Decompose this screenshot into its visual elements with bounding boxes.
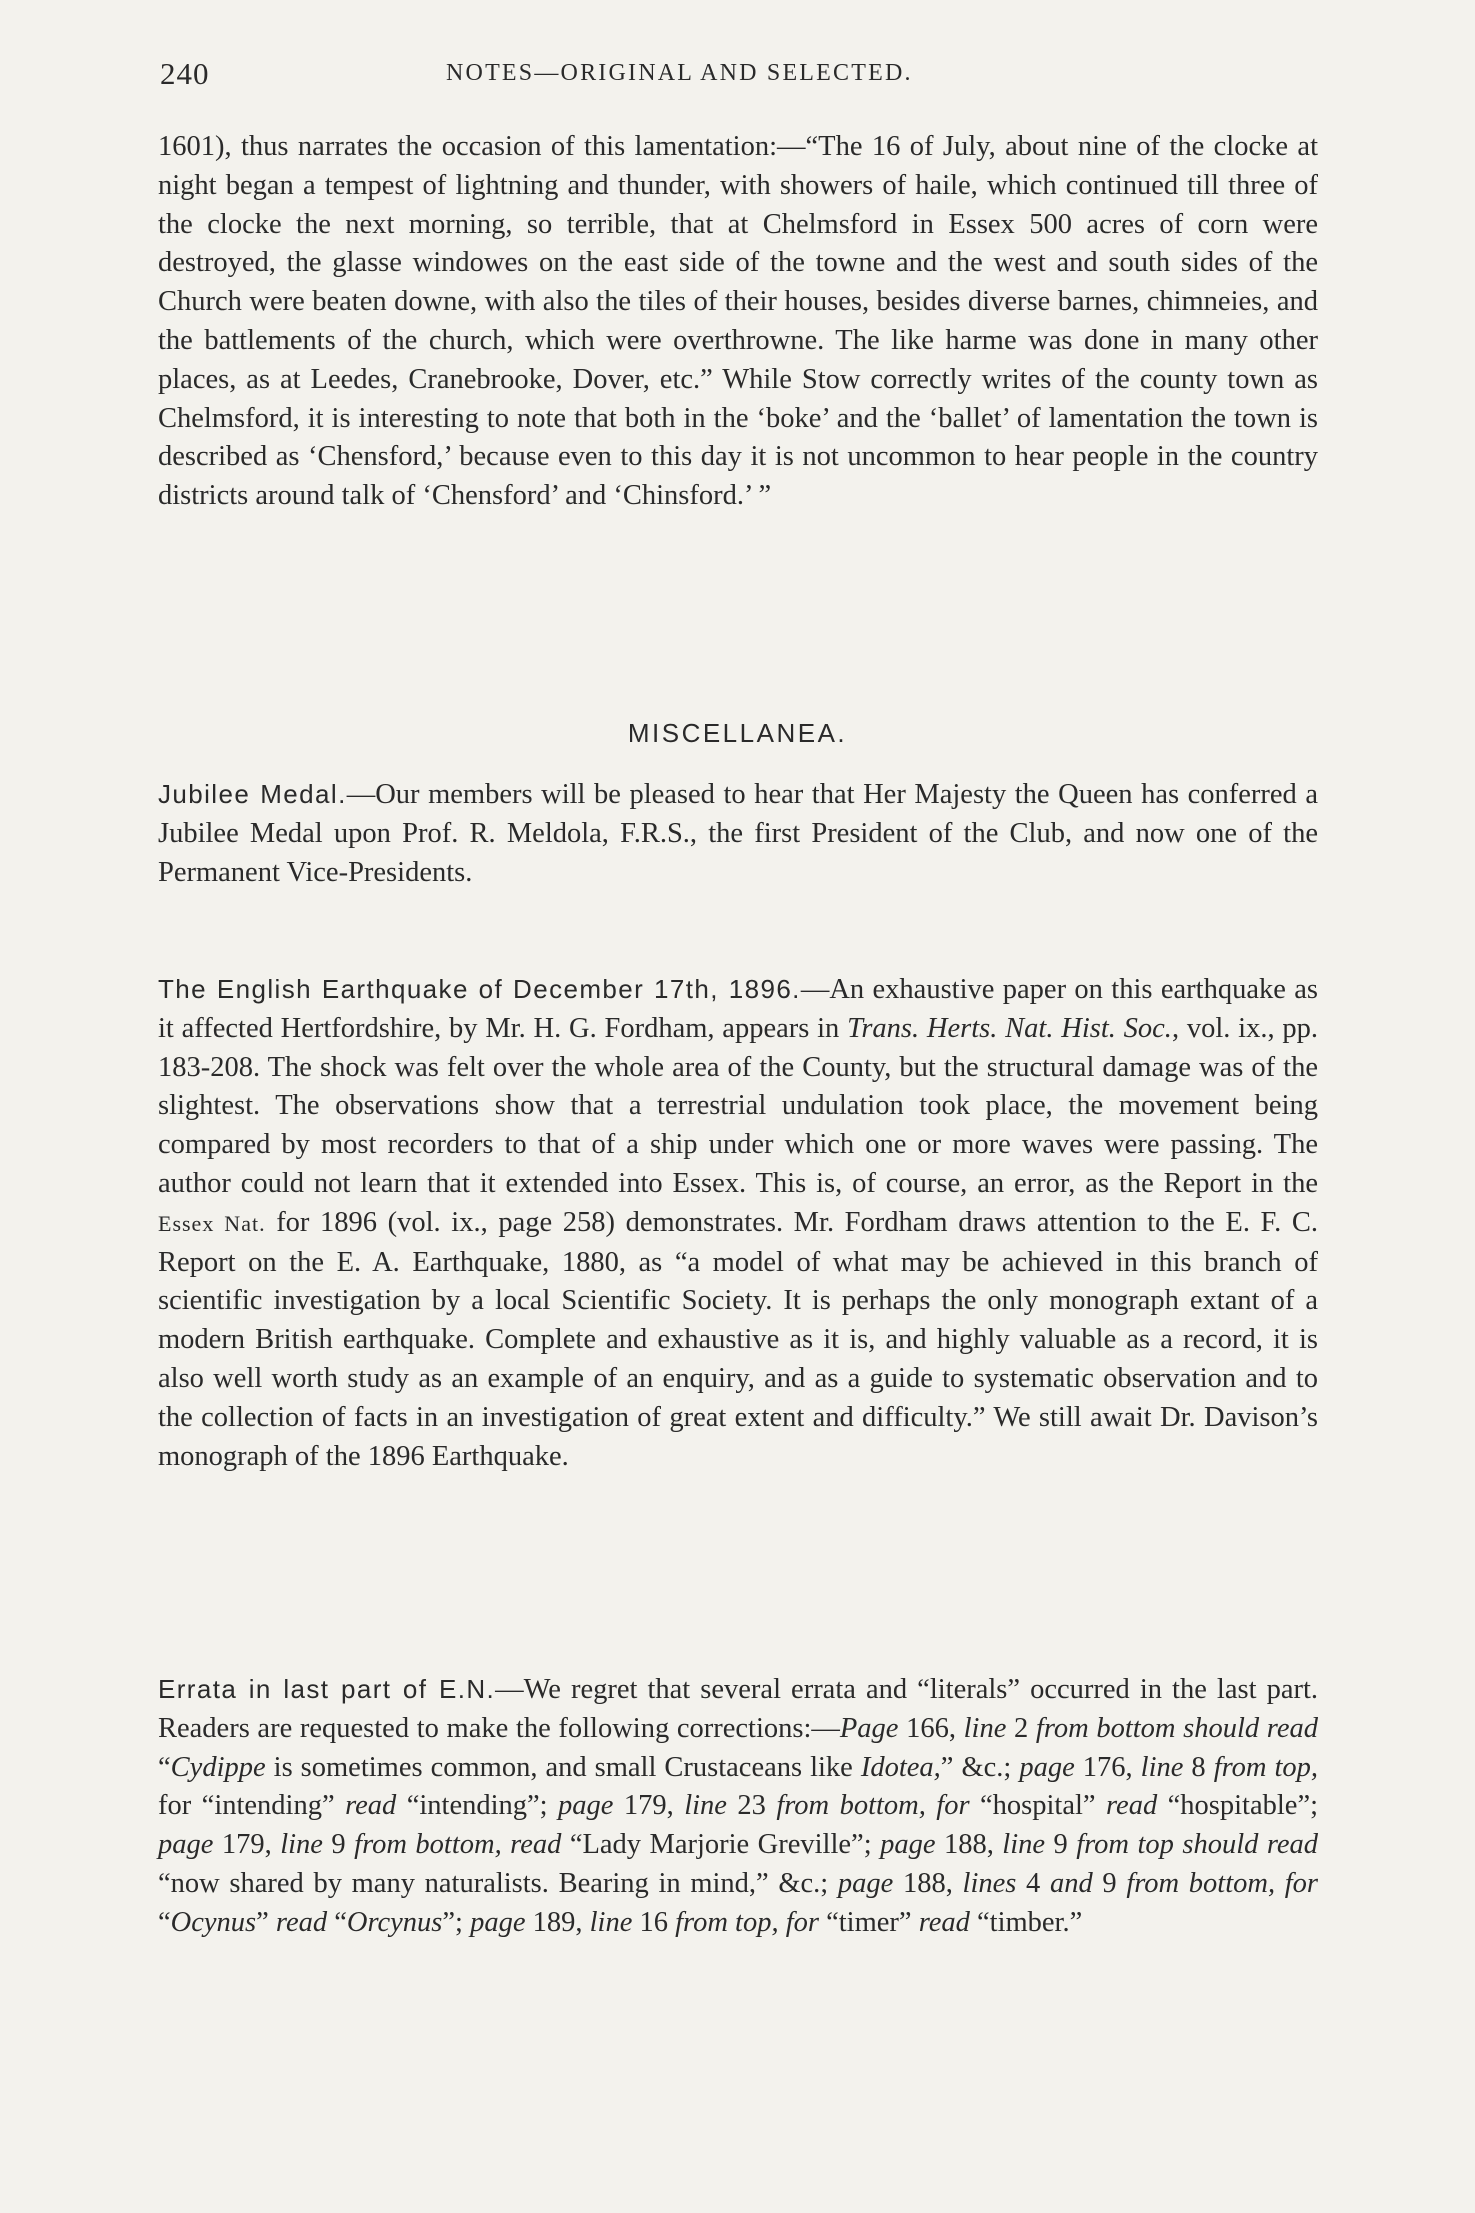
errata-text: lines: [962, 1867, 1017, 1899]
errata-text: line: [684, 1790, 727, 1822]
page-number: 240: [160, 56, 210, 91]
errata-text: for “intending”: [158, 1790, 346, 1822]
errata-text: Cydippe: [170, 1751, 266, 1783]
errata-text: from bottom should read: [1035, 1712, 1318, 1744]
errata-text: is sometimes common, and small Crustaceans like: [265, 1751, 861, 1783]
errata-text: page: [470, 1906, 526, 1938]
earthquake-paragraph: [158, 970, 1318, 1476]
errata-text: line: [280, 1829, 323, 1861]
earthquake-text: —An exhaustive paper on this earthquake as it affected Hertfordshire, by Mr. H. G. Fordham, appears in: [158, 974, 1318, 1044]
intro-paragraph: [158, 128, 1318, 516]
errata-text: 4: [1016, 1867, 1050, 1899]
errata-text: ”: [256, 1906, 276, 1938]
errata-text: 23: [726, 1790, 777, 1822]
errata-text: from top,: [1213, 1751, 1319, 1783]
errata-text: “now shared by many naturalists. Bearing in mind,” &c.;: [158, 1867, 838, 1899]
errata-text: Page: [839, 1712, 899, 1744]
earthquake-title: The English Earthquake of December 17th, 1896.: [158, 974, 801, 1004]
errata-text: ” &c.;: [940, 1751, 1020, 1783]
errata-text: 189,: [525, 1906, 590, 1938]
errata-text: page: [558, 1790, 614, 1822]
intro-text: 1601), thus narrates the occasion of this lamentation:—“The 16 of July, about nine of the clocke at night began a tempest of lightning and thunder, with showers of haile, which continued till three of the clocke the next morning, so terrible, that at Chelmsford in Essex 500 acres of corn were destroyed, the glasse windowes on the east side of the towne and the west and south sides of the Church were beaten downe, with also the tiles of their houses, besides diverse barnes, chimneies, and the battlements of the church, which were overthrowne. The like harme was done in many other places, as at Leedes, Cranebrooke, Dover, etc.” While Stow correctly writes of the county town as Chelmsford, it is interesting to note that both in the ‘boke’ and the ‘ballet’ of lamentation the town is described as ‘Chensford,’ because even to this day it is not uncommon to hear people in the country districts around talk of ‘Chensford’ and ‘Chinsford.’ ”: [158, 131, 1318, 512]
errata-text: 9: [322, 1829, 355, 1861]
jubilee-medal-title: Jubilee Medal.: [158, 779, 347, 809]
errata-text: read: [918, 1906, 970, 1938]
earthquake-text: , vol. ix., pp. 183-208. The shock was felt over the whole area of the County, but the structural damage was of the slightest. The observations show that a terrestrial undulation took place, the movement being compared by most recorders to that of a ship under which one or more waves were passing. The author could not learn that it extended into Essex. This is, of course, an error, as the Report in the: [158, 1012, 1318, 1199]
errata-text: “: [327, 1906, 347, 1938]
errata-text: 166,: [898, 1712, 964, 1744]
errata-text: “timber.”: [969, 1906, 1083, 1938]
errata-text: 179,: [213, 1829, 281, 1861]
errata-text: from bottom, for: [1126, 1867, 1319, 1899]
errata-text: Ocynus: [170, 1906, 257, 1938]
running-title: NOTES—ORIGINAL AND SELECTED.: [446, 60, 913, 86]
errata-text: “hospitable”;: [1157, 1790, 1319, 1822]
errata-text: 16: [632, 1906, 676, 1938]
errata-text: —We regret that several errata and “literals” occurred in the last part. Readers are requested to make the following corrections:—: [158, 1674, 1319, 1744]
errata-text: 8: [1183, 1751, 1214, 1783]
errata-title: Errata in last part of E.N.: [158, 1674, 496, 1704]
errata-text: 188,: [935, 1829, 1003, 1861]
earthquake-text: for 1896 (vol. ix., page 258) demonstrates. Mr. Fordham draws attention to the E. F. C. Report on the E. A. Earthquake, 1880, as “a model of what may be achieved in this branch of scientific investigation by a local Scientific Society. It is perhaps the only monograph extant of a modern British earthquake. Complete and exhaustive as it is, and highly valuable as a record, it is also well worth study as an example of an enquiry, and as a guide to systematic observation and to the collection of facts in an investigation of great extent and difficulty.” We still await Dr. Davison’s monograph of the 1896 Earthquake.: [158, 1206, 1318, 1472]
errata-text: line: [1140, 1751, 1184, 1783]
errata-text: read: [1106, 1790, 1158, 1822]
essex-nat-reference: Essex Nat.: [158, 1210, 266, 1236]
errata-text: 188,: [893, 1867, 963, 1899]
errata-text: from top should read: [1076, 1829, 1319, 1861]
errata-text: line: [1002, 1829, 1046, 1861]
jubilee-medal-text: —Our members will be pleased to hear that Her Majesty the Queen has conferred a Jubilee Medal upon Prof. R. Meldola, F.R.S., the first President of the Club, and now one of the Permanent Vice-Presidents.: [158, 779, 1318, 888]
errata-text: page: [880, 1829, 936, 1861]
running-head: [160, 56, 1320, 100]
errata-text: “timer”: [818, 1906, 919, 1938]
errata-text: page: [158, 1829, 214, 1861]
errata-text: line: [589, 1906, 633, 1938]
errata-text: 9: [1092, 1867, 1127, 1899]
errata-text: “: [158, 1751, 171, 1783]
journal-citation: Trans. Herts. Nat. Hist. Soc.: [847, 1012, 1172, 1044]
errata-text: ”;: [442, 1906, 471, 1938]
errata-text: “: [158, 1906, 171, 1938]
errata-text: 2: [1006, 1712, 1036, 1744]
errata-text: Orcynus: [346, 1906, 443, 1938]
section-heading: MISCELLANEA.: [627, 718, 848, 748]
errata-text: from top, for: [675, 1906, 819, 1938]
errata-text: page: [837, 1867, 894, 1899]
errata-text: from bottom, for: [776, 1790, 970, 1822]
errata-text: “hospital”: [969, 1790, 1107, 1822]
jubilee-medal-paragraph: [158, 775, 1318, 892]
errata-text: 9: [1045, 1829, 1077, 1861]
errata-text: 179,: [613, 1790, 685, 1822]
errata-text: 176,: [1074, 1751, 1141, 1783]
errata-text: page: [1019, 1751, 1075, 1783]
errata-text: Idotea,: [860, 1751, 941, 1783]
errata-text: read: [275, 1906, 328, 1938]
errata-text: “Lady Marjorie Greville”;: [561, 1829, 881, 1861]
errata-text: read: [345, 1790, 397, 1822]
errata-text: from bottom, read: [354, 1829, 562, 1861]
errata-text: “intending”;: [396, 1790, 559, 1822]
errata-paragraph: [158, 1670, 1318, 1943]
errata-text: and: [1049, 1867, 1093, 1899]
errata-text: line: [963, 1712, 1007, 1744]
